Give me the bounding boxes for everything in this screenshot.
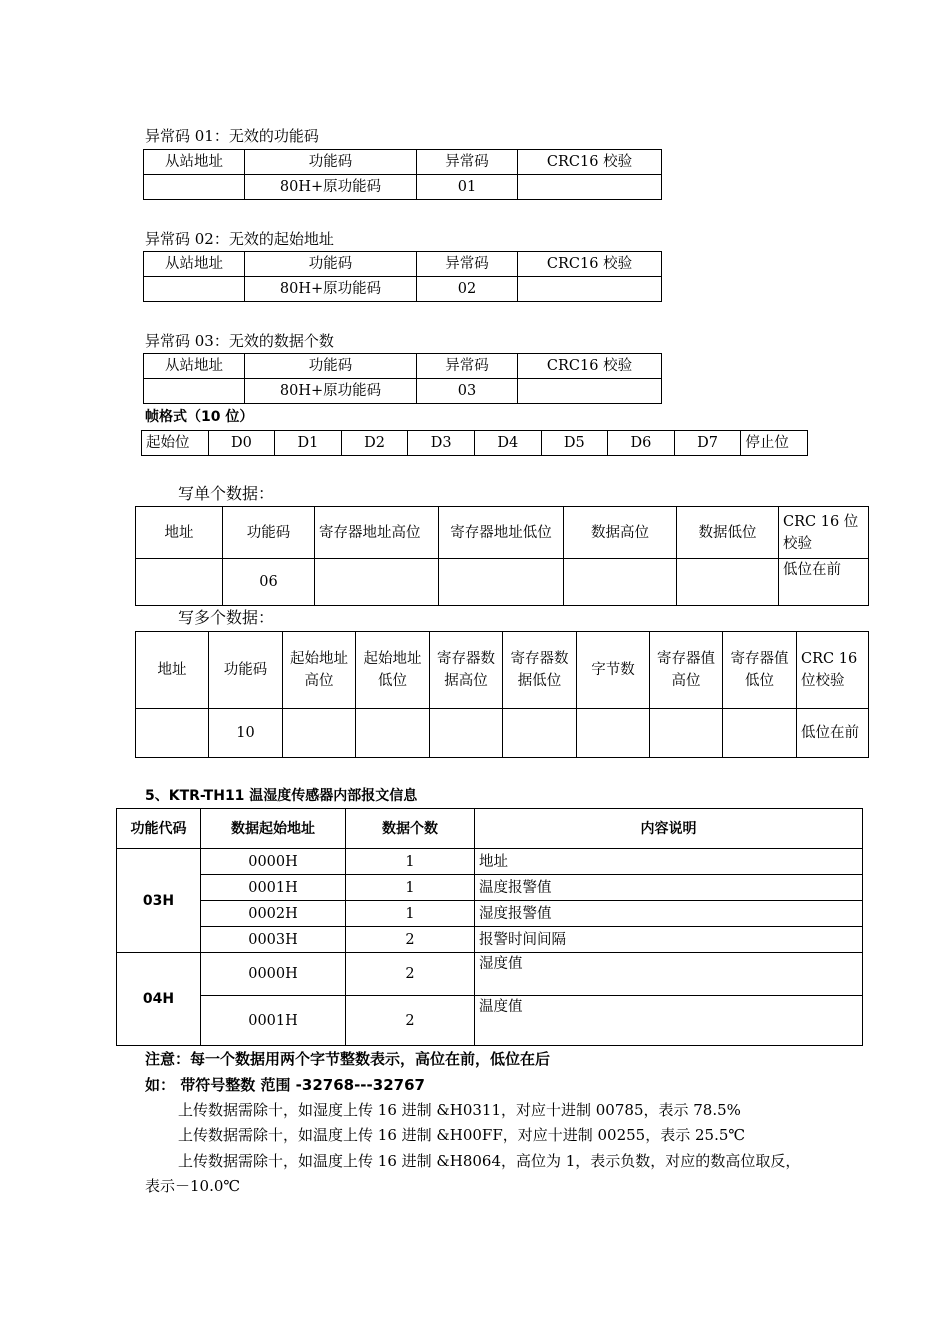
table-cell [518,175,662,200]
function-code-cell: 04H [117,953,201,1046]
header-crc16: CRC16 校验 [518,150,662,175]
address-cell: 0003H [201,927,346,953]
exc01-table [143,149,662,200]
description-cell: 湿度报警值 [475,901,863,927]
sensor-table [116,808,863,1046]
count-cell: 2 [346,927,475,953]
table-cell [577,709,650,758]
exc03-table [143,353,662,404]
frame-cell: D1 [275,431,342,456]
table-cell: 01 [417,175,518,200]
table-cell: 80H+原功能码 [245,379,417,404]
note-heading: 注意：每一个数据用两个字节整数表示，高位在前，低位在后 [145,1050,551,1068]
table-cell [136,709,209,758]
frame-cell: D3 [408,431,475,456]
address-cell: 0000H [201,953,346,996]
example-line-2: 上传数据需除十，如温度上传 16 进制 &H00FF，对应十进制 00255，表示 25.5℃ [178,1126,746,1144]
header-exception-code: 异常码 [417,354,518,379]
description-cell: 温度值 [475,996,863,1046]
sensor-section-title: 5、KTR-TH11 温湿度传感器内部报文信息 [145,788,418,804]
frame-cell: 停止位 [741,431,808,456]
table-cell: 80H+原功能码 [245,277,417,302]
header-function-code: 功能码 [223,507,315,559]
table-cell: 03 [417,379,518,404]
header-register-data-high: 寄存器数据高位 [430,632,503,709]
exc03-title: 异常码 03：无效的数据个数 [145,332,334,350]
header-address: 地址 [136,507,223,559]
frame-cell: 起始位 [142,431,209,456]
header-start-address-high: 起始地址高位 [283,632,356,709]
address-cell: 0000H [201,849,346,875]
header-description: 内容说明 [475,809,863,849]
table-cell [283,709,356,758]
table-cell: 06 [223,559,315,606]
count-cell: 1 [346,849,475,875]
header-start-address: 数据起始地址 [201,809,346,849]
description-cell: 报警时间间隔 [475,927,863,953]
header-start-address-low: 起始地址低位 [356,632,430,709]
address-cell: 0001H [201,996,346,1046]
table-cell: 02 [417,277,518,302]
header-function-code: 功能码 [245,150,417,175]
count-cell: 1 [346,875,475,901]
table-cell: 80H+原功能码 [245,175,417,200]
header-byte-count: 字节数 [577,632,650,709]
write-single-table [135,506,869,606]
header-slave-address: 从站地址 [144,354,245,379]
example-line-3-cont: 表示－10.0℃ [145,1177,241,1195]
header-register-data-low: 寄存器数据低位 [503,632,577,709]
frame-cell: D6 [608,431,675,456]
description-cell: 温度报警值 [475,875,863,901]
frame-cell: D2 [341,431,408,456]
header-function-code: 功能码 [209,632,283,709]
count-cell: 1 [346,901,475,927]
example-line-1: 上传数据需除十，如湿度上传 16 进制 &H0311，对应十进制 00785，表示 78.5% [178,1101,741,1119]
header-exception-code: 异常码 [417,150,518,175]
count-cell: 2 [346,996,475,1046]
write-single-title: 写单个数据： [178,484,275,503]
frame-cell: D4 [474,431,541,456]
header-function-code: 功能码 [245,252,417,277]
write-multi-title: 写多个数据： [178,608,275,627]
header-register-address-low: 寄存器地址低位 [439,507,564,559]
table-cell [315,559,439,606]
table-cell [503,709,577,758]
table-cell [144,175,245,200]
table-cell: 低位在前 [779,559,869,606]
header-crc16: CRC 16 位校验 [797,632,869,709]
header-data-count: 数据个数 [346,809,475,849]
table-cell [430,709,503,758]
table-cell [518,379,662,404]
table-cell [677,559,779,606]
example-line-3: 上传数据需除十，如温度上传 16 进制 &H8064，高位为 1，表示负数，对应的数高位取反， [178,1152,801,1170]
header-register-value-low: 寄存器值低位 [723,632,797,709]
header-crc16: CRC16 校验 [518,354,662,379]
table-cell [439,559,564,606]
table-cell [650,709,723,758]
header-slave-address: 从站地址 [144,252,245,277]
frame-cell: D0 [208,431,275,456]
address-cell: 0001H [201,875,346,901]
exc02-title: 异常码 02：无效的起始地址 [145,230,334,248]
header-address: 地址 [136,632,209,709]
table-cell [144,277,245,302]
header-register-value-high: 寄存器值高位 [650,632,723,709]
header-crc16: CRC 16 位校验 [779,507,869,559]
address-cell: 0002H [201,901,346,927]
header-function-code: 功能代码 [117,809,201,849]
frame-table [141,430,808,456]
description-cell: 地址 [475,849,863,875]
header-data-high: 数据高位 [564,507,677,559]
table-cell [518,277,662,302]
table-cell: 低位在前 [797,709,869,758]
exc02-table [143,251,662,302]
header-function-code: 功能码 [245,354,417,379]
table-cell [723,709,797,758]
table-cell [144,379,245,404]
table-cell: 10 [209,709,283,758]
count-cell: 2 [346,953,475,996]
table-cell [564,559,677,606]
header-register-address-high: 寄存器地址高位 [315,507,439,559]
exc01-title: 异常码 01：无效的功能码 [145,127,319,145]
frame-title: 帧格式（10 位） [145,409,254,425]
header-slave-address: 从站地址 [144,150,245,175]
function-code-cell: 03H [117,849,201,953]
frame-cell: D5 [541,431,608,456]
example-heading: 如： 带符号整数 范围 -32768---32767 [145,1076,425,1094]
table-cell [356,709,430,758]
header-data-low: 数据低位 [677,507,779,559]
description-cell: 湿度值 [475,953,863,996]
table-cell [136,559,223,606]
write-multi-table [135,631,869,758]
frame-cell: D7 [674,431,741,456]
header-exception-code: 异常码 [417,252,518,277]
header-crc16: CRC16 校验 [518,252,662,277]
